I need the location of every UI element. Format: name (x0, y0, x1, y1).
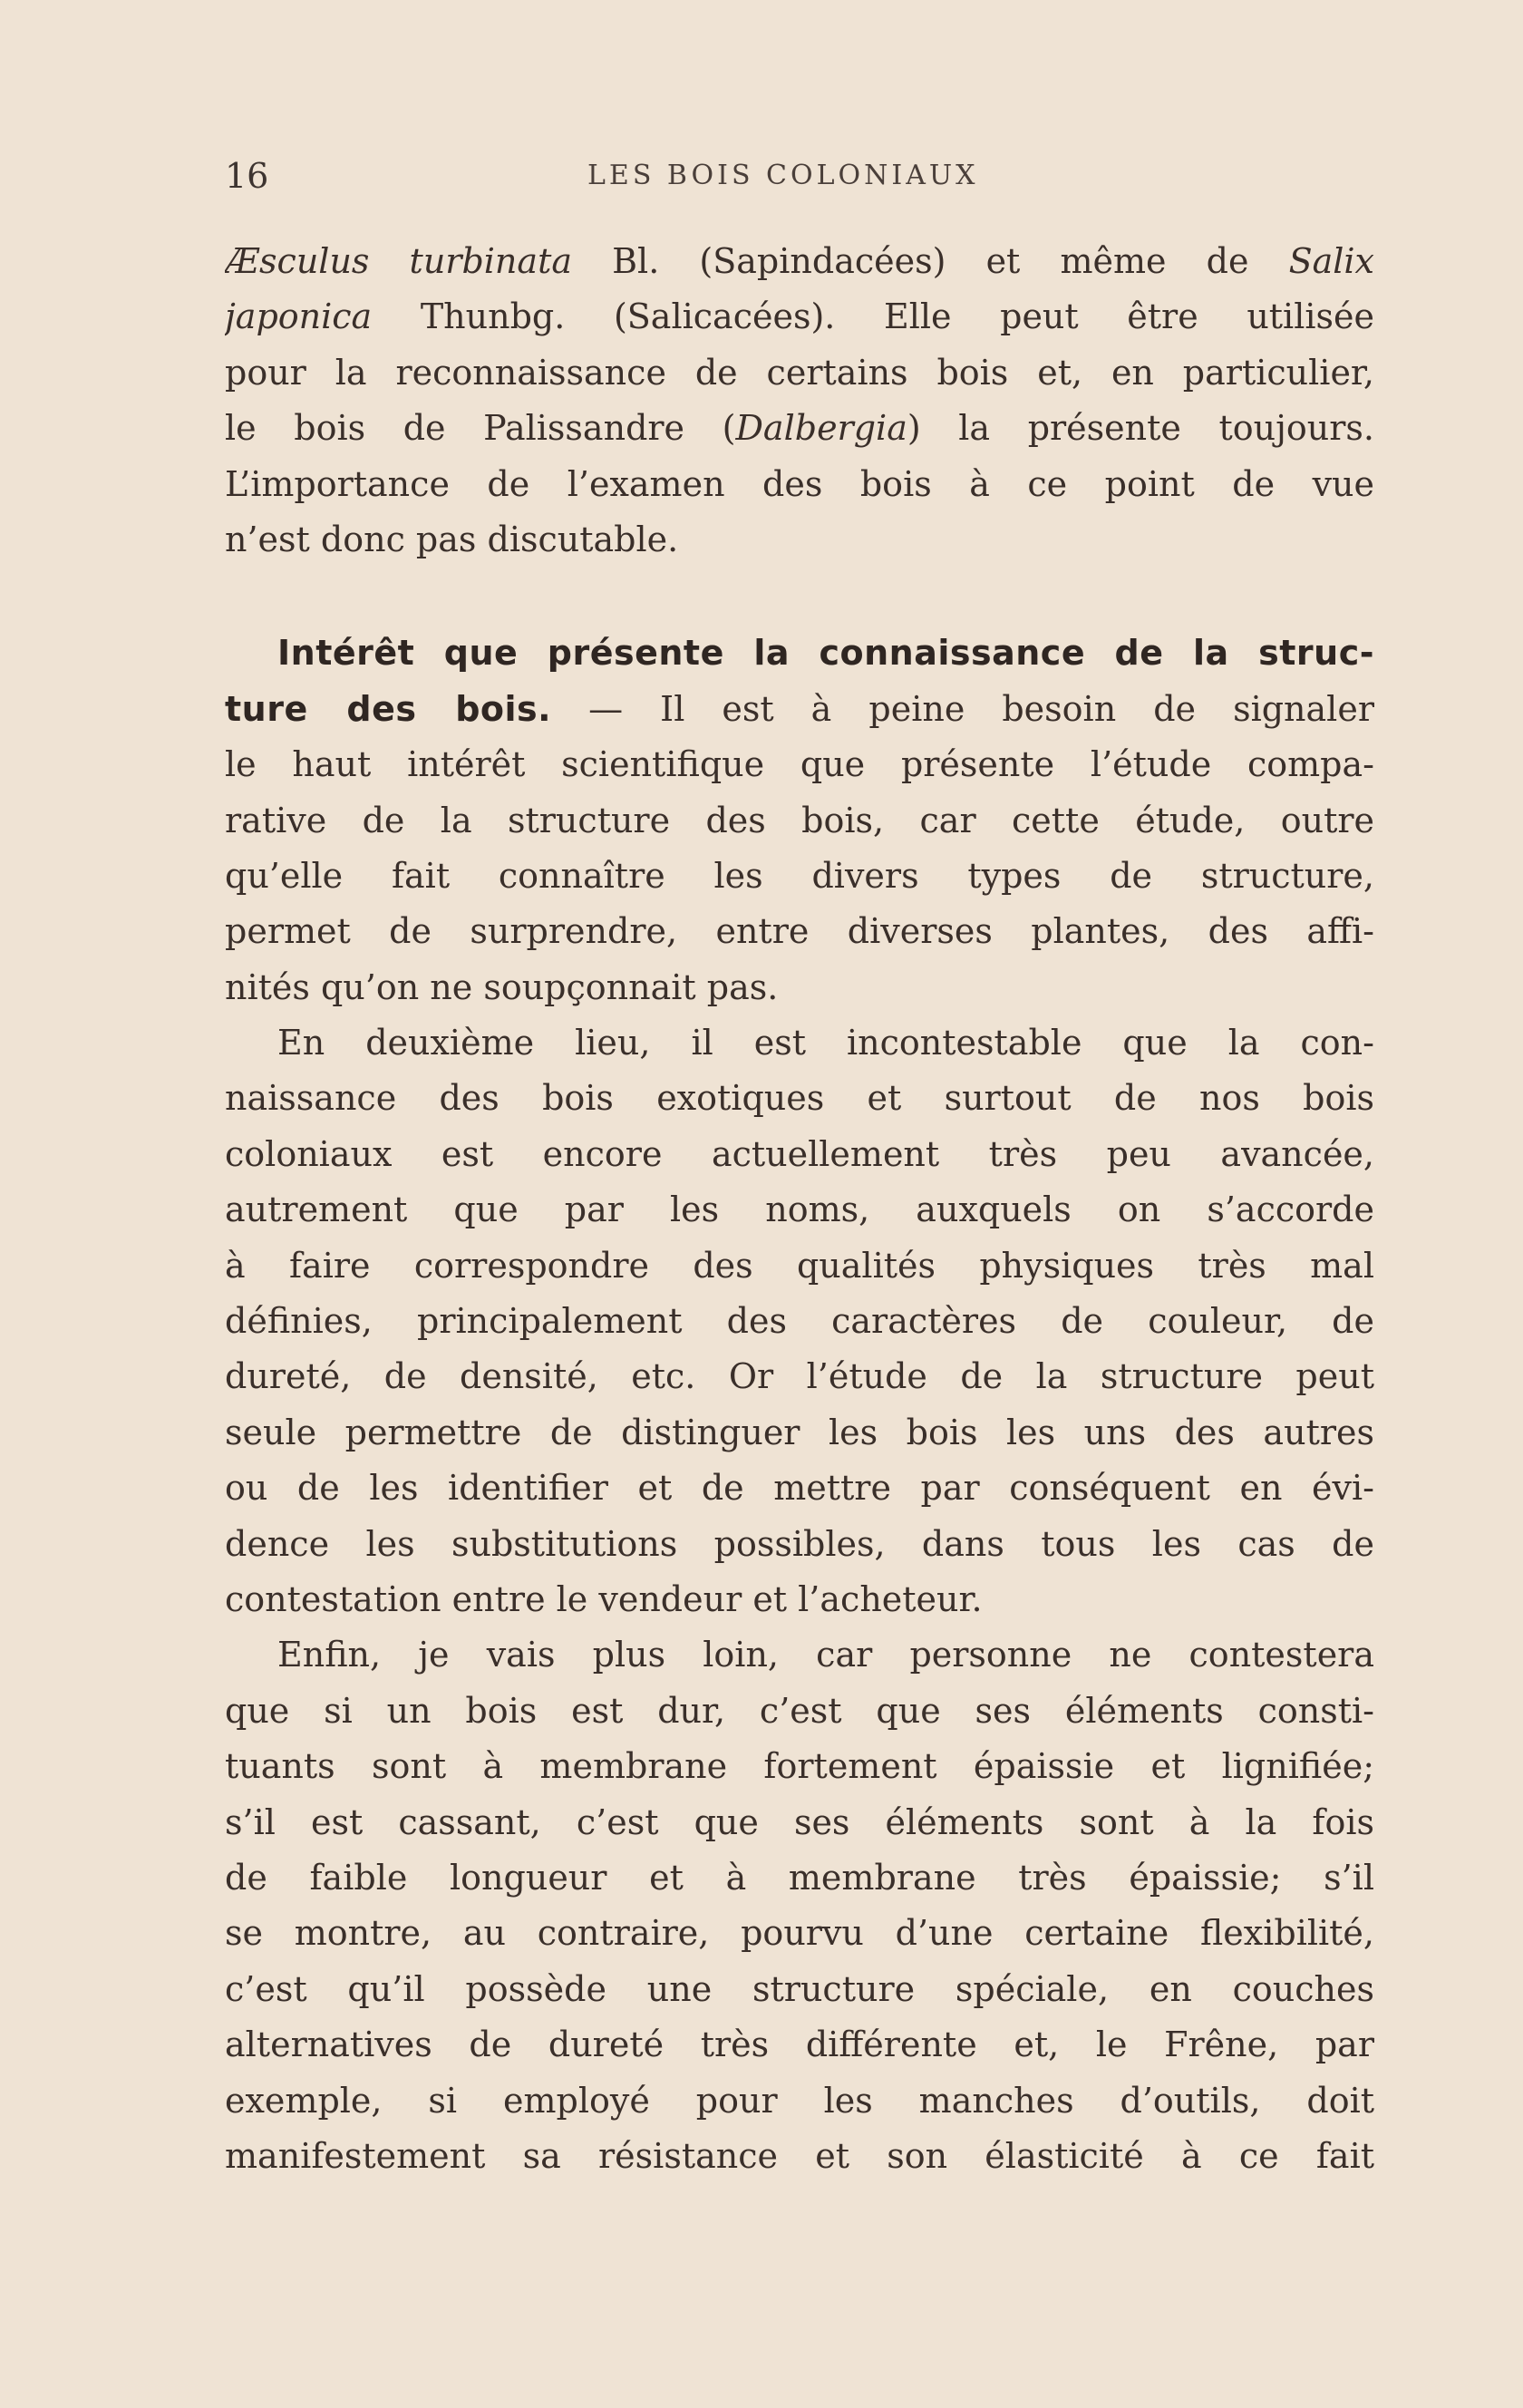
text-line: Æsculus turbinata Bl. (Sapindacées) et même de Salix (225, 241, 1374, 281)
text-line: ture des bois. — Il est à peine besoin de signaler (225, 688, 1374, 729)
text-line: En deuxième lieu, il est incontestable que la con- (277, 1023, 1374, 1063)
text-line: seule permettre de distinguer les bois les uns des autres (225, 1412, 1374, 1452)
text-line: naissance des bois exotiques et surtout de nos bois (225, 1078, 1374, 1119)
section-heading-end: ture des bois. (225, 688, 552, 729)
text-line: définies, principalement des caractères de couleur, de (225, 1301, 1374, 1342)
page-number: 16 (225, 156, 269, 196)
text-line: c’est qu’il possède une structure spéciale, en couches (225, 1968, 1374, 2009)
text-line: exemple, si employé pour les manches d’outils, doit (225, 2080, 1374, 2121)
text-line: permet de surprendre, entre diverses plantes, des affi- (225, 911, 1374, 952)
text-line: coloniaux est encore actuellement très peu avancée, (225, 1133, 1374, 1174)
text-line: tuants sont à membrane fortement épaissie et lignifiée; (225, 1746, 1374, 1787)
text-line: manifestement sa résistance et son élasticité à ce fait (225, 2135, 1374, 2176)
text-line: rative de la structure des bois, car cette étude, outre (225, 800, 1374, 840)
page-body (225, 234, 1374, 2184)
section-spacer (225, 568, 1374, 626)
text-line: n’est donc pas discutable. (225, 519, 679, 559)
paragraph-second (225, 1015, 1374, 1627)
running-title: LES BOIS COLONIAUX (587, 160, 979, 191)
text-line: autrement que par les noms, auxquels on s’accorde (225, 1189, 1374, 1230)
text-line: pour la reconnaissance de certains bois et, en particulier, (225, 352, 1374, 393)
section-structure-interest (225, 626, 1374, 1015)
genus-name: Dalbergia (735, 408, 907, 449)
text-line: dence les substitutions possibles, dans tous les cas de (225, 1523, 1374, 1564)
text-line: japonica Thunbg. (Salicacées). Elle peut être utilisée (225, 296, 1374, 337)
section-heading: Intérêt que présente la connaissance de la struc- (277, 633, 1374, 674)
species-name: Salix (1288, 241, 1374, 281)
text-line: contestation entre le vendeur et l’acheteur. (225, 1578, 983, 1619)
text-line: L’importance de l’examen des bois à ce point de vue (225, 463, 1374, 504)
text-line: se montre, au contraire, pourvu d’une certaine flexibilité, (225, 1913, 1374, 1954)
paragraph-third (225, 1627, 1374, 2184)
page-header (225, 156, 1373, 201)
text-line: s’il est cassant, c’est que ses éléments sont à la fois (225, 1801, 1374, 1842)
paragraph-continuation (225, 234, 1374, 568)
text-line: que si un bois est dur, c’est que ses éléments consti- (225, 1690, 1374, 1731)
text-line: Enfin, je vais plus loin, car personne ne contestera (277, 1635, 1374, 1675)
text-line: dureté, de densité, etc. Or l’étude de la structure peut (225, 1356, 1374, 1397)
text-line: à faire correspondre des qualités physiques très mal (225, 1245, 1374, 1286)
text-line: ou de les identifier et de mettre par conséquent en évi- (225, 1468, 1374, 1509)
text-line: de faible longueur et à membrane très épaissie; s’il (225, 1857, 1374, 1898)
text-line: nités qu’on ne soupçonnait pas. (225, 966, 779, 1007)
text-line: le bois de Palissandre (Dalbergia) la présente toujours. (225, 408, 1374, 449)
text-line: qu’elle fait connaître les divers types de structure, (225, 855, 1374, 896)
text-line: le haut intérêt scientifique que présente l’étude compa- (225, 744, 1374, 785)
species-name: Æsculus turbinata (225, 241, 572, 281)
text-line: alternatives de dureté très différente et, le Frêne, par (225, 2024, 1374, 2065)
species-name: japonica (225, 296, 373, 337)
